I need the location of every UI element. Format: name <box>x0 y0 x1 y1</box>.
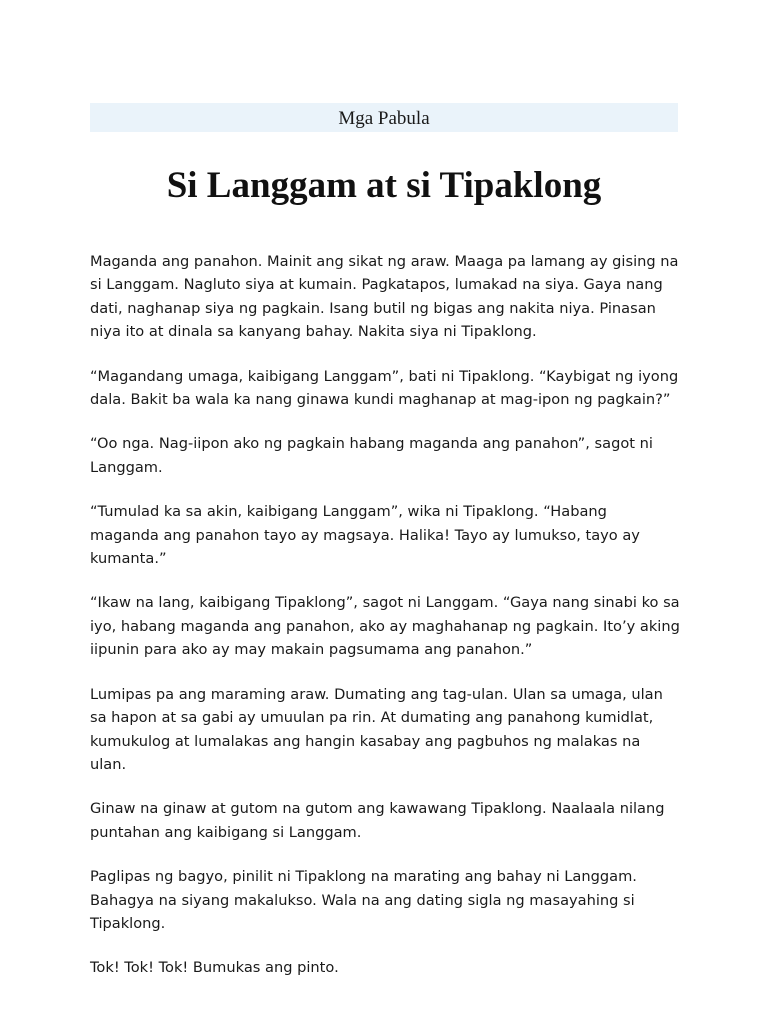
paragraph: Lumipas pa ang maraming araw. Dumating ang tag-ulan. Ulan sa umaga, ulan sa hapon at sa gabi ay umuulan pa rin. At dumating ang panahong kumidlat, kumukulog at lumalakas ang hangin kasabay ang pagbuhos ng malakas na ulan. <box>90 685 663 773</box>
story-body <box>90 250 680 1001</box>
paragraph: “Oo nga. Nag-iipon ako ng pagkain habang maganda ang panahon”, sagot ni Langgam. <box>90 435 653 476</box>
story-title: Si Langgam at si Tipaklong <box>166 165 602 206</box>
paragraph: Paglipas ng bagyo, pinilit ni Tipaklong na marating ang bahay ni Langgam. Bahagya na siyang makalukso. Wala na ang dating sigla ng masayahing si Tipaklong. <box>90 868 637 932</box>
paragraph: Tok! Tok! Tok! Bumukas ang pinto. <box>90 959 339 977</box>
paragraph: Maganda ang panahon. Mainit ang sikat ng araw. Maaga pa lamang ay gising na si Langgam. Nagluto siya at kumain. Pagkatapos, lumakad na siya. Gaya nang dati, naghanap siya ng pagkain. Isang butil ng bigas ang nakita niya. Pinasan niya ito at dinala sa kanyang bahay. Nakita siya ni Tipaklong. <box>90 253 679 341</box>
series-header: Mga Pabula <box>90 103 678 132</box>
paragraph: “Tumulad ka sa akin, kaibigang Langgam”, wika ni Tipaklong. “Habang maganda ang panahon tayo ay magsaya. Halika! Tayo ay lumukso, tayo ay kumanta.” <box>90 503 640 568</box>
paragraph: Ginaw na ginaw at gutom na gutom ang kawawang Tipaklong. Naalaala nilang puntahan ang kaibigang si Langgam. <box>90 800 665 841</box>
paragraph: “Magandang umaga, kaibigang Langgam”, bati ni Tipaklong. “Kaybigat ng iyong dala. Bakit ba wala ka nang ginawa kundi maghanap at mag-ipon ng pagkain?” <box>90 367 679 409</box>
paragraph: “Ikaw na lang, kaibigang Tipaklong”, sagot ni Langgam. “Gaya nang sinabi ko sa iyo, habang maganda ang panahon, ako ay maghahanap ng pagkain. Ito’y aking iipunin para ako ay may makain pagsumama ang panahon.” <box>90 594 680 659</box>
